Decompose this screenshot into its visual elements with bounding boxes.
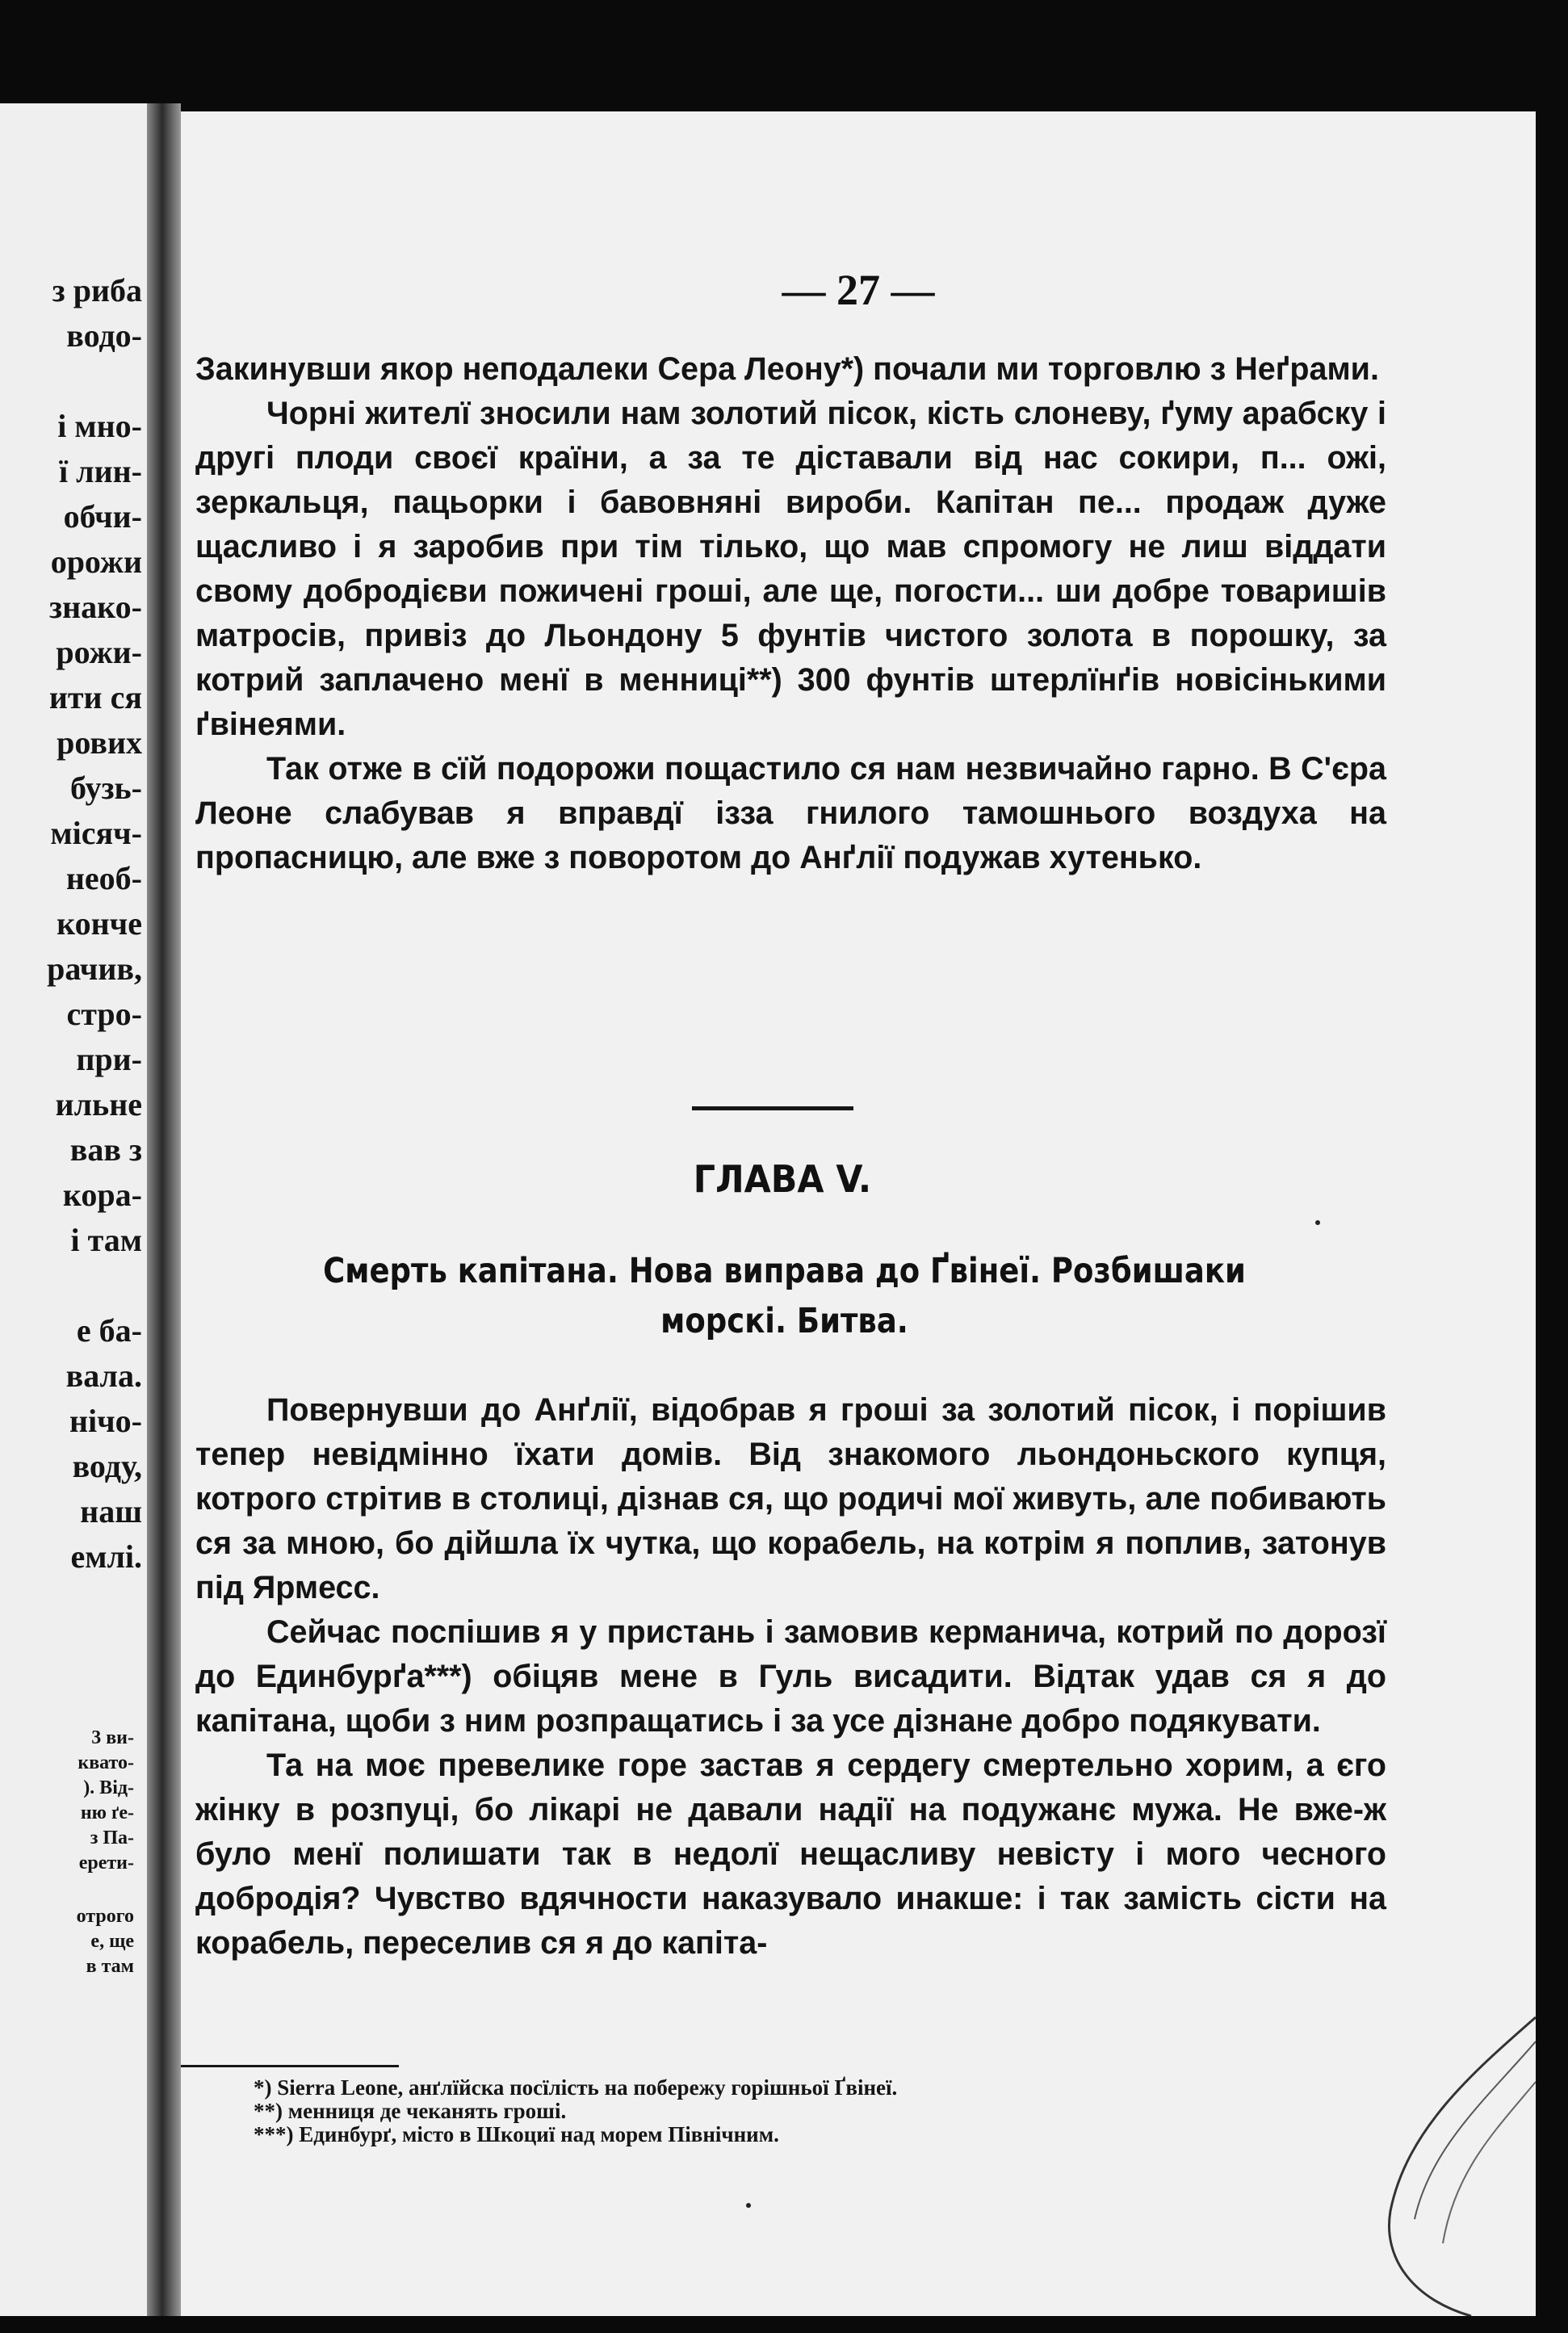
body-text-bottom [181,1388,1386,1966]
left-page-line: е ба- [76,1312,142,1349]
chapter-subtitle: Смерть капітана. Нова виправа до Ґвінеї. Розбишаки морскі. Битва. [323,1251,1246,1341]
left-page-line: водо- [66,317,142,354]
body-text-top [181,347,1386,880]
left-page-line: вала. [65,1357,142,1394]
paragraph: Сейчас поспішив я у пристань і замовив керманича, котрий по дорозї до Единбурґа***) обіцяв мене в Гуль висадити. Відтак удав ся я до капітана, щоби з ним розпращатись і за усе дізнане добро подякувати. [195,1614,1386,1739]
footnotes [254,2076,1384,2146]
left-page-footnote-line: е, ще [90,1931,134,1952]
left-page-footnote-line: ). Від- [83,1777,134,1798]
left-page-line: орожи [50,543,142,580]
footnote: **) менниця де чеканять гроші. [254,2099,567,2123]
left-page-line: і там [70,1222,142,1258]
left-page-line: наш [80,1493,142,1529]
left-page-line: рожи- [56,634,142,670]
left-page-line: рачив, [47,950,142,987]
left-page-line: емлі. [70,1538,142,1575]
left-page-line: конче [57,905,142,942]
left-page-footnote-line: 3 ви- [91,1727,134,1748]
left-page-line: стро- [66,996,142,1032]
left-page-footnote-line: ерети- [78,1853,134,1874]
book-gutter [147,103,181,2316]
left-page-line: і мно- [57,408,142,444]
left-page-line: при- [76,1041,142,1077]
chapter-heading: ГЛАВА V. [693,1157,872,1201]
left-page-footnote-line: ню ґе- [80,1802,134,1823]
left-page-line: нічо- [69,1403,142,1439]
left-page-line: обчи- [63,498,142,535]
left-page-footnote-line: в там [86,1956,134,1977]
left-page-line: з риба [52,272,142,308]
footnote: ***) Единбурґ, місто в Шкоциї над морем Північним. [254,2122,779,2146]
left-page-line: ї лин- [59,453,142,489]
left-page-line: бузь- [69,770,142,806]
left-page-line: вав з [69,1131,142,1168]
section-separator [692,1106,853,1110]
page-curl-scratch [1293,2009,1536,2316]
left-page-line: місяч- [50,815,142,851]
paragraph: Так отже в сїй подорожи пощастило ся нам незвичайно гарно. В С'єра Леоне слабував я вправдї ізза гнилого тамошнього воздуха на пропасницю, але вже з поворотом до Анґлії подужав хутенько. [195,751,1386,875]
left-page-line: знако- [49,589,142,625]
ink-speck [746,2203,751,2208]
ink-speck [1315,1220,1320,1225]
left-facing-page [0,103,147,2316]
paragraph: Та на моє превелике горе застав я сердегу смертельно хорим, а єго жінку в розпуці, бо лікарі не давали надії на подужанє мужа. Не вже-ж було менї полишати так в недолї нещасливу невісту і мого чесного добродія? Чувство вдячности наказувало инакше: і так замість сісти на корабель, переселив ся я до капіта- [195,1748,1386,1961]
left-page-footnote-line: отрого [76,1906,134,1927]
footnote-rule [181,2065,399,2067]
left-page-line: необ- [65,860,142,896]
book-page [181,111,1536,2316]
left-page-line: ильне [55,1086,142,1122]
left-page-line: воду, [72,1448,142,1484]
footnote: *) Sierra Leone, анґлїйска посїлість на побережу горішньої Ґвінеї. [254,2075,898,2100]
left-page-footnote-line: з Па- [90,1827,134,1848]
left-page-line: кора- [62,1177,142,1213]
left-page-line: рових [57,724,142,761]
left-page-line: ити ся [48,679,142,715]
paragraph: Чорні жителї зносили нам золотий пісок, кість слоневу, ґуму арабску і другі плоди своєї країни, а за те діставали від нас сокири, п... ожі, зеркальця, пацьорки і бавовняні вироби. Капітан пе... продаж дуже щасливо і я заробив при тім тілько, що мав спромогу не лиш віддати свому добродієви пожичені гроші, але ще, погости... ши добре товаришів матросів, привіз до Льондону 5 фунтів чистого золота в порошку, за котрий заплачено менї в менниці**) 300 фунтів штерлїнґів новісінькими ґвінеями. [195,396,1386,742]
paragraph: Закинувши якор неподалеки Сера Леону*) почали ми торговлю з Неґрами. [195,351,1379,387]
paragraph: Повернувши до Анґлії, відобрав я гроші за золотий пісок, і порішив тепер невідмінно їхати домів. Від знакомого льондоньского купця, котрого стрітив в столиці, дізнав ся, що родичі мої живуть, але побивають ся за мною, бо дійшла їх чутка, що корабель, на котрім я поплив, затонув під Ярмесс. [195,1392,1386,1605]
page-number: — 27 — [782,266,935,314]
left-page-footnote-line: квато- [78,1752,134,1773]
